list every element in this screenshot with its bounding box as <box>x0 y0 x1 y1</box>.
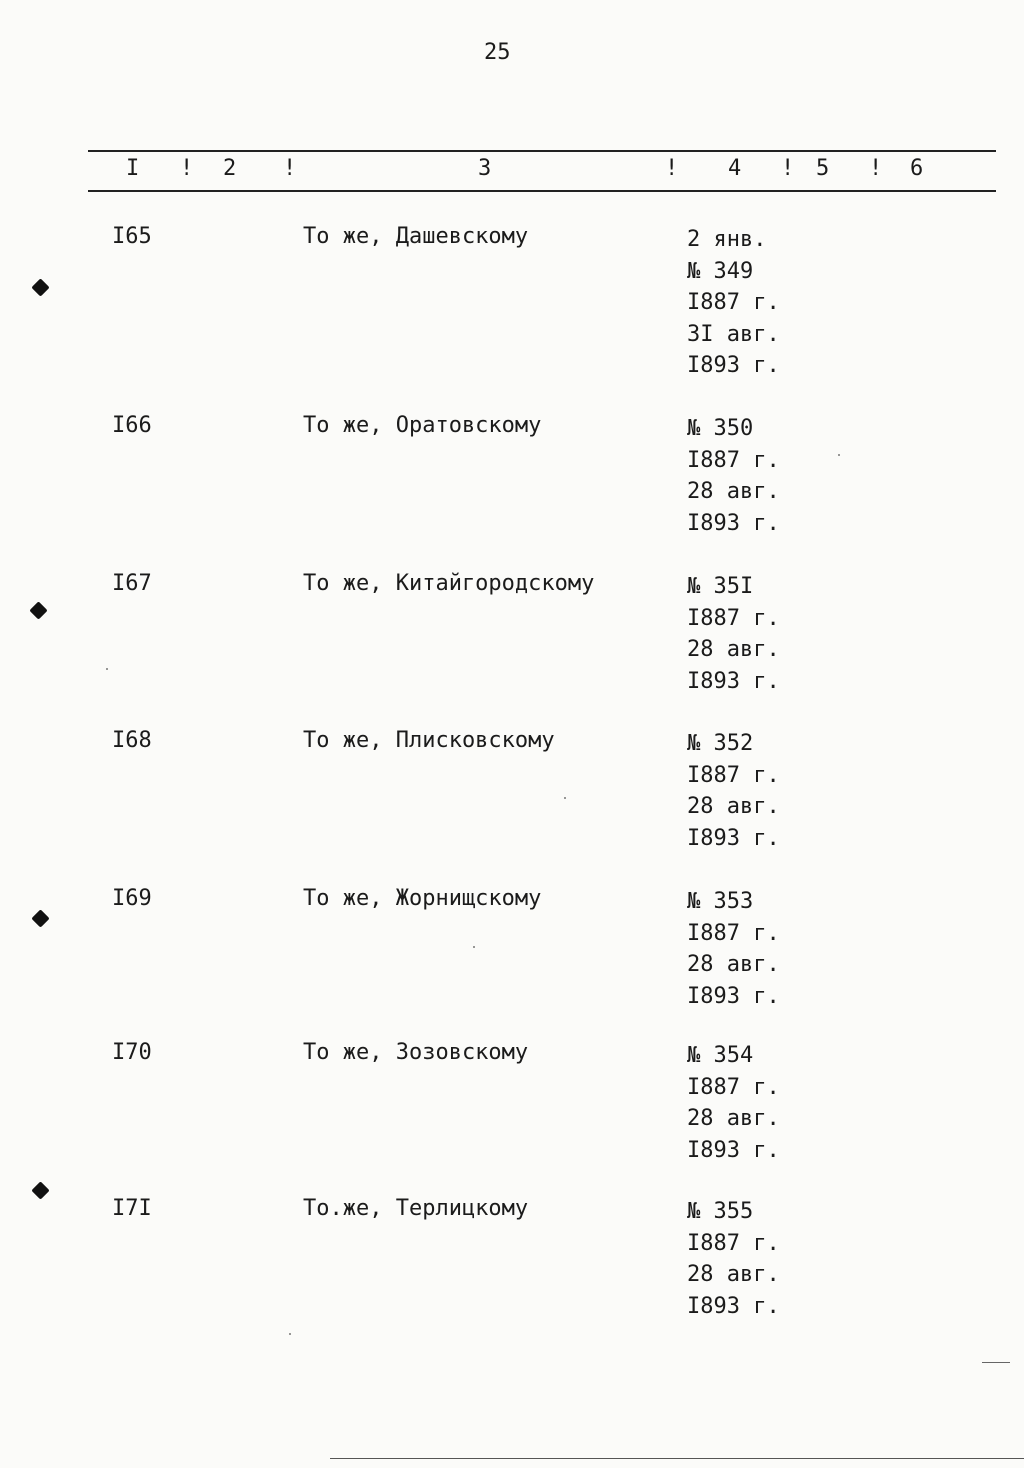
row-number: I70 <box>112 1040 152 1065</box>
detail-line: 2 янв. <box>687 227 767 252</box>
detail-line: № 355 <box>687 1199 754 1224</box>
scan-speck <box>473 946 475 948</box>
header-col-5: 5 <box>816 156 830 181</box>
scan-speck <box>289 1333 291 1335</box>
header-separator: ! <box>180 156 194 181</box>
detail-line: I893 г. <box>687 510 780 536</box>
detail-line: № 354 <box>687 1043 754 1068</box>
row-description: То же, Дашевскому <box>303 224 529 249</box>
detail-line: 28 авг. <box>687 952 780 977</box>
header-rule-top <box>88 150 996 152</box>
detail-line: I887 г. <box>687 1074 780 1100</box>
scan-speck <box>564 797 566 799</box>
header-col-3: 3 <box>478 156 492 181</box>
bottom-edge-line <box>330 1458 1024 1459</box>
header-col-1: I <box>126 156 140 181</box>
detail-line: 28 авг. <box>687 637 780 662</box>
header-separator: ! <box>781 156 795 181</box>
detail-line: № 349 <box>687 258 754 284</box>
header-separator: ! <box>869 156 883 181</box>
row-description: То же, Плисковскому <box>303 728 555 753</box>
detail-line: I893 г. <box>687 983 780 1009</box>
detail-line: № 352 <box>687 731 754 756</box>
row-details <box>687 1196 780 1322</box>
detail-line: I887 г. <box>687 1230 780 1256</box>
row-details <box>687 571 780 697</box>
detail-line: I893 г. <box>687 353 780 378</box>
row-number: I69 <box>112 886 152 911</box>
header-col-2: 2 <box>223 156 237 181</box>
page-number: 25 <box>484 40 511 65</box>
detail-line: I887 г. <box>687 920 780 946</box>
detail-line: I887 г. <box>687 762 780 788</box>
header-separator: ! <box>283 156 297 181</box>
row-details <box>687 1040 780 1166</box>
row-number: I68 <box>112 728 152 753</box>
detail-line: I893 г. <box>687 1293 780 1319</box>
detail-line: № 353 <box>687 889 754 914</box>
header-separator: ! <box>665 156 679 181</box>
detail-line: I893 г. <box>687 1137 780 1163</box>
row-details <box>687 886 780 1012</box>
scan-speck <box>838 454 840 456</box>
row-description: То же, Зозовскому <box>303 1040 529 1065</box>
row-details <box>687 728 780 854</box>
row-description: То.же, Терлицкому <box>303 1196 529 1221</box>
detail-line: I893 г. <box>687 825 780 851</box>
punch-hole-mark <box>31 1181 49 1199</box>
header-col-4: 4 <box>728 156 742 181</box>
detail-line: 28 авг. <box>687 1106 780 1131</box>
detail-line: № 350 <box>687 416 754 441</box>
detail-line: 28 авг. <box>687 794 780 819</box>
row-description: То же, Оратовскому <box>303 413 542 438</box>
detail-line: I893 г. <box>687 668 780 694</box>
detail-line: 28 авг. <box>687 1262 780 1287</box>
row-number: I7I <box>112 1196 152 1221</box>
punch-hole-mark <box>31 278 49 296</box>
row-description: То же, Жорнищскому <box>303 886 542 911</box>
row-number: I65 <box>112 224 152 249</box>
row-number: I67 <box>112 571 152 596</box>
detail-line: 28 авг. <box>687 479 780 504</box>
header-rule-bottom <box>88 190 996 192</box>
row-details <box>687 224 780 382</box>
header-col-6: 6 <box>910 156 924 181</box>
detail-line: I887 г. <box>687 605 780 631</box>
punch-hole-mark <box>31 909 49 927</box>
scan-edge-mark <box>982 1362 1010 1363</box>
row-number: I66 <box>112 413 152 438</box>
detail-line: I887 г. <box>687 447 780 473</box>
punch-hole-mark <box>29 601 47 619</box>
row-details <box>687 413 780 539</box>
detail-line: 3I авг. <box>687 321 780 347</box>
detail-line: № 35I <box>687 574 754 599</box>
scan-speck <box>106 668 108 670</box>
detail-line: I887 г. <box>687 290 780 315</box>
row-description: То же, Китайгородскому <box>303 571 595 596</box>
